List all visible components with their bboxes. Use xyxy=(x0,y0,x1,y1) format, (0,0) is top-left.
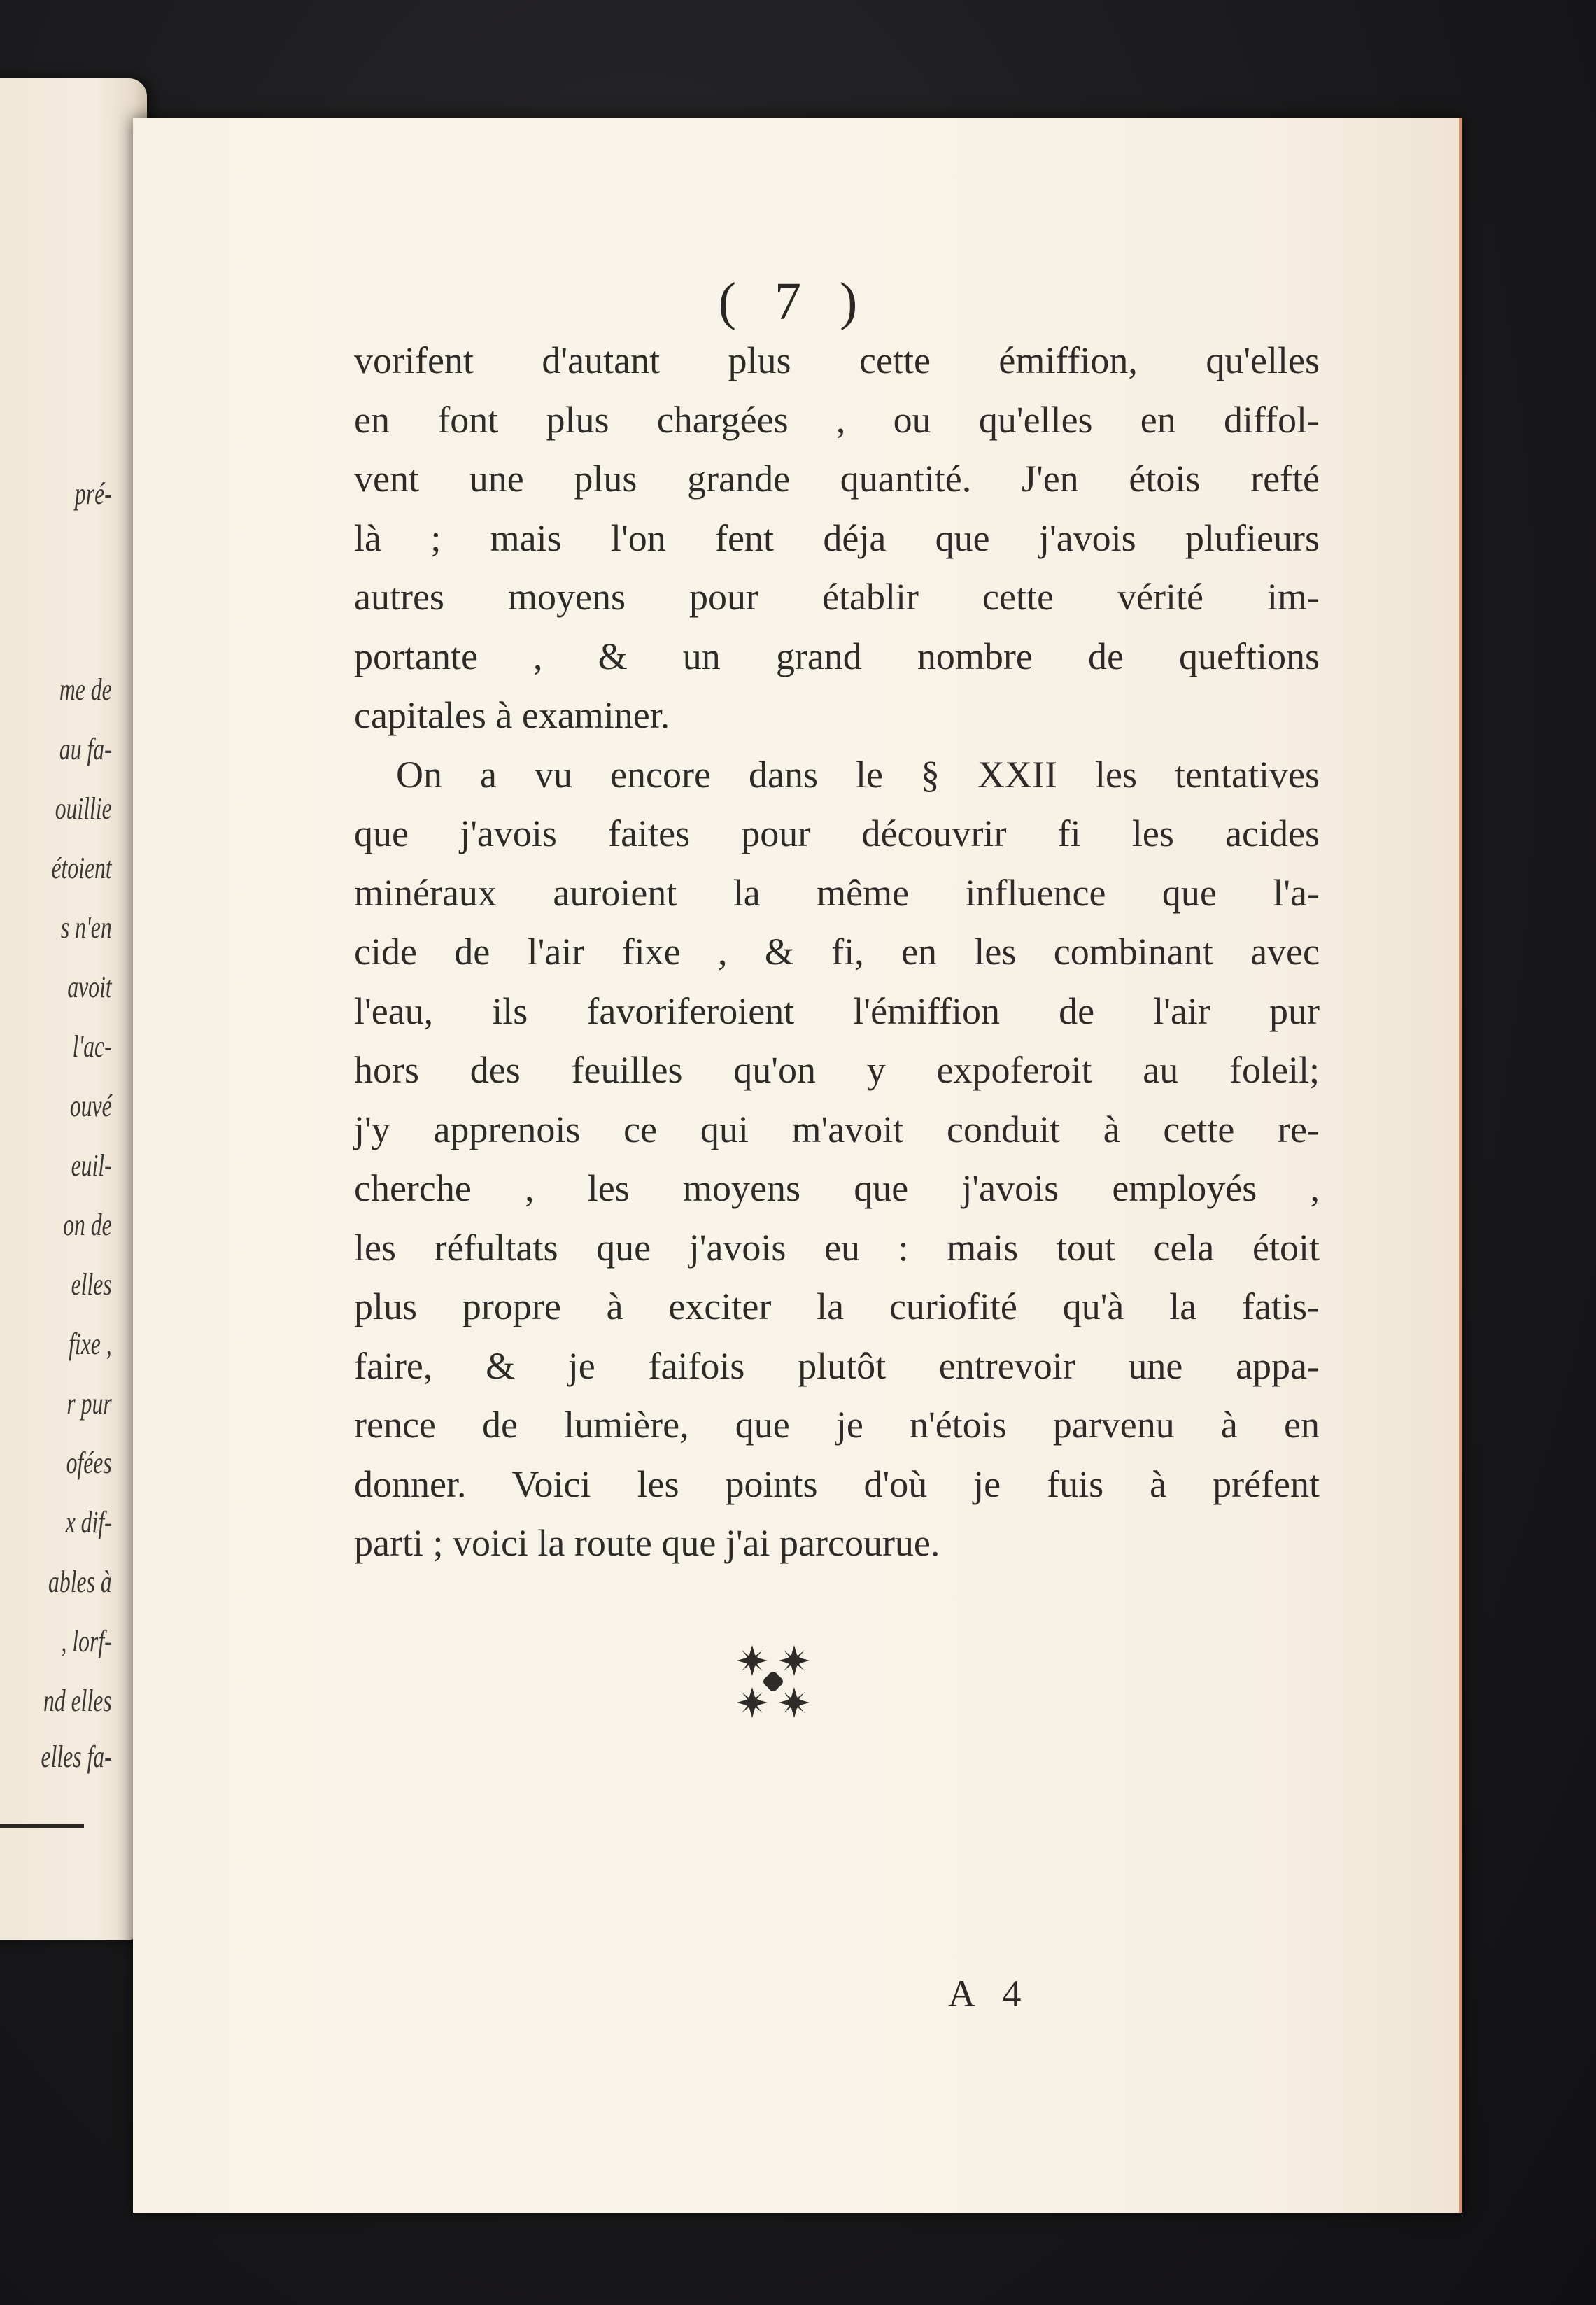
previous-page-fragment: on de xyxy=(63,1208,112,1242)
text-line: faire, & je faifois plutôt entrevoir une appa- xyxy=(354,1344,1320,1387)
text-line: j'y apprenois ce qui m'avoit conduit à cette re- xyxy=(354,1108,1320,1150)
text-line: minéraux auroient la même influence que l'a- xyxy=(354,871,1320,914)
paragraph-2 xyxy=(354,745,1320,1573)
fleuron-ornament-icon xyxy=(731,1640,815,1724)
previous-page-fragment: euil- xyxy=(71,1148,112,1183)
text-line: cherche , les moyens que j'avois employés , xyxy=(354,1167,1320,1209)
previous-page-fragment: ouillie xyxy=(55,791,112,826)
text-line: parti ; voici la route que j'ai parcourue. xyxy=(354,1522,940,1564)
text-line: que j'avois faites pour découvrir fi les acides xyxy=(354,812,1320,854)
previous-page-rule xyxy=(0,1824,84,1828)
text-line: en font plus chargées , ou qu'elles en diffol- xyxy=(354,398,1320,441)
text-line: rence de lumière, que je n'étois parvenu à en xyxy=(354,1404,1320,1446)
text-line: autres moyens pour établir cette vérité im- xyxy=(354,576,1320,618)
previous-page-fragment: elles xyxy=(71,1267,112,1302)
text-line: portante , & un grand nombre de queftions xyxy=(354,635,1320,677)
previous-page-fragment: nd elles xyxy=(43,1684,112,1718)
previous-page-fragment: ouvé xyxy=(69,1089,112,1123)
previous-page-fragment: avoit xyxy=(67,970,112,1004)
previous-page-fragment: me de xyxy=(59,672,112,707)
previous-page-edge xyxy=(0,78,147,1940)
previous-page-fragment: r pur xyxy=(66,1386,112,1421)
text-line: plus propre à exciter la curiofité qu'à la fatis- xyxy=(354,1285,1320,1327)
text-line: On a vu encore dans le § XXII les tentatives xyxy=(396,753,1320,796)
previous-page-fragment: au fa- xyxy=(59,732,112,766)
signature-mark: A 4 xyxy=(948,1973,1031,2015)
previous-page-fragment: l'ac- xyxy=(72,1029,112,1064)
text-line: hors des feuilles qu'on y expoferoit au foleil; xyxy=(354,1049,1320,1091)
text-line: capitales à examiner. xyxy=(354,694,670,736)
paragraph-1 xyxy=(354,331,1320,745)
previous-page-fragment: pré- xyxy=(74,477,112,511)
book-page xyxy=(133,118,1462,2213)
previous-page-fragment: fixe , xyxy=(69,1327,112,1361)
page-number: ( 7 ) xyxy=(718,272,870,331)
previous-page-fragment: x dif- xyxy=(65,1505,112,1539)
previous-page-fragment: ables à xyxy=(48,1565,112,1599)
previous-page-fragment: ofées xyxy=(66,1446,112,1480)
text-line: là ; mais l'on fent déja que j'avois plufieurs xyxy=(354,516,1320,559)
text-line: cide de l'air fixe , & fi, en les combinant avec xyxy=(354,931,1320,973)
text-line: les réfultats que j'avois eu : mais tout cela étoit xyxy=(354,1226,1320,1269)
previous-page-fragment: elles fa- xyxy=(41,1740,112,1774)
previous-page-fragment: s n'en xyxy=(60,910,112,945)
previous-page-fragment: étoient xyxy=(51,851,112,885)
page-body xyxy=(354,331,1320,1573)
text-line: l'eau, ils favoriferoient l'émiffion de l'air pur xyxy=(354,989,1320,1032)
text-line: vorifent d'autant plus cette émiffion, qu'elles xyxy=(354,339,1320,381)
text-line: vent une plus grande quantité. J'en étois refté xyxy=(354,458,1320,500)
text-line: donner. Voici les points d'où je fuis à préfent xyxy=(354,1462,1320,1505)
previous-page-fragment: , lorf- xyxy=(61,1624,112,1658)
